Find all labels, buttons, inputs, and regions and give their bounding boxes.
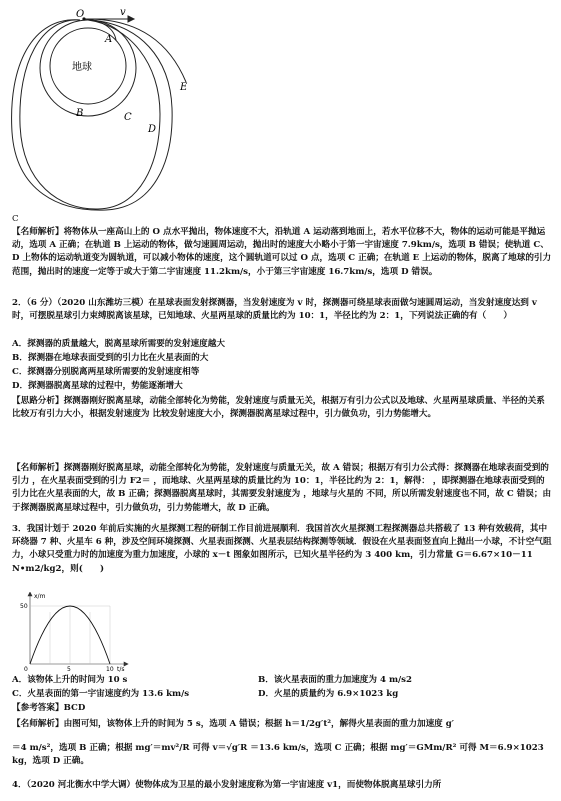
label-b: B <box>76 108 84 119</box>
q3-analysis-line1 <box>12 718 553 731</box>
q1-answer: C <box>12 214 19 224</box>
q3-stem: 3．我国计划于 2020 年前后实施的火星探测工程的研制工作目前进展顺利．我国首次火星探测工程探测器总共搭载了 13 种有效载荷，其中环绕器 7 种、火星车 6 种，涉及空间环境探测、火星表面探测、火星表层结构探测等领域．假设在火星表面竖直向上抛出一小球，不计空气阻力，小球只受重力时的加速度为重力加速度，小球的 x－t 图象如图所示，已知火星半径约为 3 400 km，引力常量 G＝6.67×10－11 N•m2/kg2，则( ) <box>12 524 552 574</box>
label-earth: 地球 <box>72 62 92 73</box>
q2-option-b: B．探测器在地球表面受到的引力比在火星表面的大 <box>12 353 209 363</box>
q2-analysis-text: 探测器刚好脱离星球，动能全部转化为势能，发射速度与质量无关，故 A 错误；根据万有引力公式得：探测器在地球表面受到的引力 ，在火星表面受到的引力 F2＝ ，而地球、火星两星球的质量比约为 10：1，半径比约为 2：1，解得： ，即探测器在地球表面受到的引力比在火星表面的大，故 B 正确；探测器脱离星球时，其需要发射速度为 ，地球与火星的 不同，所以所需发射速度也不同，故 C 错误；由于探测器脱离星球过程中，引力做负功，引力势能增大，故 D 正确。 <box>12 463 552 513</box>
q2-thinking-text: 探测器刚好脱离星球，动能全部转化为势能，发射速度与质量无关，根据万有引力公式以及地球、火星两星球质量、半径的关系比较万有引力大小，根据发射速度为 比较发射速度大小，探测器脱离星球过程中，引力做负功，引力势能增大。 <box>12 396 545 420</box>
q2-option-a: A．探测器的质量越大，脱离星球所需要的发射速度越大 <box>12 339 225 349</box>
q3-reference <box>12 702 553 715</box>
label-e: E <box>180 82 188 93</box>
label-a: A <box>105 34 113 45</box>
q2-option-d: D．探测器脱离星球的过程中，势能逐渐增大 <box>12 381 183 391</box>
q3-option-c: C．火星表面的第一宇宙速度约为 13.6 km/s <box>12 689 190 699</box>
label-d: D <box>148 124 157 135</box>
origin-label: 0 <box>24 666 28 672</box>
label-c: C <box>124 112 132 123</box>
trajectory-e <box>84 19 186 82</box>
orbit-d <box>12 20 173 210</box>
x-tick-10: 10 <box>106 666 114 672</box>
q2-thinking-title: 【思路分析】 <box>12 396 64 406</box>
q2-stem: 2．（6 分）（2020 山东潍坊三模）在星球表面发射探测器，当发射速度为 v 时，探测器可绕星球表面做匀速圆周运动，当发射速度达到 v 时，可摆脱星球引力束缚脱离该星球，已知地球、火星两星球的质量比约为 10：1，半径比约为 2：1，下列说法正确的有（ ） <box>12 298 537 322</box>
q3-analysis-title: 【名师解析】 <box>12 719 64 729</box>
label-v: v <box>120 7 126 18</box>
y-axis-label: x/m <box>34 593 46 600</box>
q2-thinking <box>12 395 553 421</box>
orbit-c <box>20 20 160 209</box>
q3-analysis-part2: g′t²，解得火星表面的重力加速度 g′ <box>315 719 455 729</box>
q3-analysis-frac: 1/2 <box>299 719 316 729</box>
y-tick-50: 50 <box>20 603 28 610</box>
q3-analysis-part1: 由图可知，该物体上升的时间为 5 s，选项 A 错误；根据 h＝ <box>63 719 300 729</box>
q3-option-b: B．该火星表面的重力加速度为 4 m/s2 <box>258 675 412 685</box>
orbit-figure <box>10 4 210 212</box>
q1-analysis <box>12 226 553 279</box>
label-o: O <box>76 9 85 20</box>
x-axis-label: t/s <box>117 666 125 672</box>
q3-analysis-line2: ＝4 m/s²，选项 B 正确；根据 mg′＝mv²/R 可得 v＝√g′R ＝13.6 km/s，选项 C 正确；根据 mg′＝GMm/R² 可得 M＝6.9×1023 kg，选项 D 正确。 <box>12 743 544 767</box>
q1-analysis-text: 将物体从一座高山上的 O 点水平抛出，物体速度不大，沿轨道 A 运动落到地面上，若水平位移不大，物体的运动可能是平抛运动，选项 A 正确；在轨道 B 上运动的物体，做匀速圆周运动，抛出时的速度大小略小于第一宇宙速度 7.9km/s，选项 B 错误；使轨道 C、D 上物体的运动轨道变为圆轨道，可以减小物体的速度，这个圆轨道可以过 O 点，选项 C 正确；在轨道 E 上运动的物体，脱离了地球的引力范围，抛出时的速度一定等于或大于第二宇宙速度 11.2km/s，小于第三宇宙速度 16.7km/s，选项 D 错误。 <box>12 227 552 277</box>
q2-analysis-title: 【名师解析】 <box>12 463 64 473</box>
q1-analysis-title: 【名师解析】 <box>12 227 64 237</box>
q2-option-c: C．探测器分别脱离两星球所需要的发射速度相等 <box>12 367 200 377</box>
x-tick-5: 5 <box>67 666 71 672</box>
q4-stem: 4．（2020 河北衡水中学大调）使物体成为卫星的最小发射速度称为第一宇宙速度 v1，而使物体脱离星球引力所 <box>12 780 442 790</box>
x-t-graph <box>12 592 132 672</box>
q3-ref-answer: BCD <box>63 703 86 713</box>
q3-ref-title: 【参考答案】 <box>12 703 64 713</box>
q3-option-a: A．该物体上升的时间为 10 s <box>12 675 128 685</box>
q3-option-d: D．火星的质量约为 6.9×1023 kg <box>258 689 399 699</box>
q2-analysis <box>12 462 553 515</box>
